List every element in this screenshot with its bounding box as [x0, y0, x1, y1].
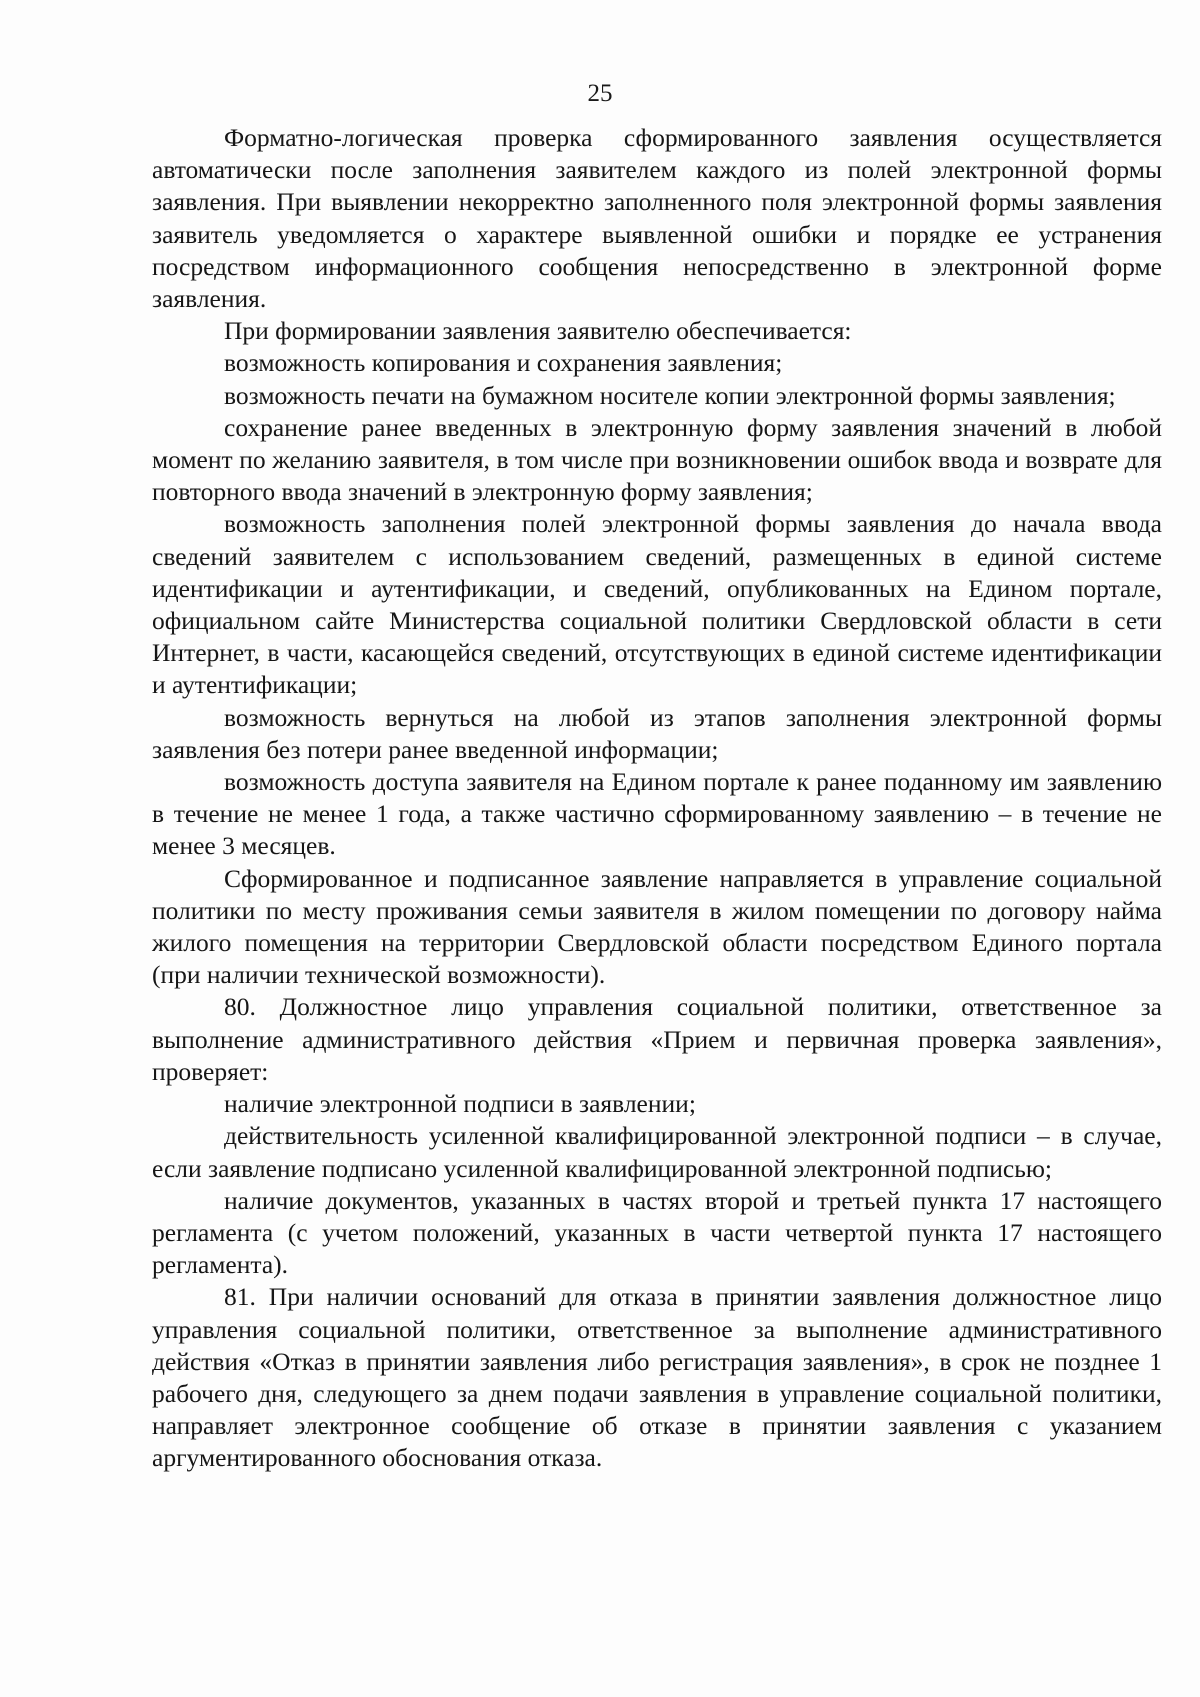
- paragraph: 80. Должностное лицо управления социальной политики, ответственное за выполнение административного действия «Прием и первичная проверка заявления», проверяет:: [152, 992, 1162, 1086]
- paragraph: действительность усиленной квалифицированной электронной подписи – в случае, если заявление подписано усиленной квалифицированной электронной подписью;: [152, 1121, 1162, 1183]
- paragraph: Сформированное и подписанное заявление направляется в управление социальной политики по месту проживания семьи заявителя в жилом помещении по договору найма жилого помещения на территории Свердловской области посредством Единого портала (при наличии технической возможности).: [152, 863, 1162, 990]
- document-body: [152, 122, 1162, 1475]
- paragraph: Форматно-логическая проверка сформированного заявления осуществляется автоматически после заполнения заявителем каждого из полей электронной формы заявления. При выявлении некорректно заполненного поля электронной формы заявления заявитель уведомляется о характере выявленной ошибки и порядке ее устранения посредством информационного сообщения непосредственно в электронной форме заявления.: [152, 123, 1162, 314]
- paragraph: возможность копирования и сохранения заявления;: [224, 348, 783, 378]
- paragraph: наличие документов, указанных в частях второй и третьей пункта 17 настоящего регламента (с учетом положений, указанных в части четвертой пункта 17 настоящего регламента).: [152, 1185, 1162, 1280]
- page-number: 25: [587, 80, 613, 107]
- paragraph: возможность доступа заявителя на Едином портале к ранее поданному им заявлению в течение не менее 1 года, а также частично сформированному заявлению – в течение не менее 3 месяцев.: [152, 767, 1162, 861]
- paragraph: возможность печати на бумажном носителе копии электронной формы заявления;: [224, 380, 1116, 410]
- paragraph: возможность заполнения полей электронной формы заявления до начала ввода сведений заявителем с использованием сведений, размещенных в единой системе идентификации и аутентификации, и сведений, опубликованных на Едином портале, официальном сайте Министерства социальной политики Свердловской области в сети Интернет, в части, касающейся сведений, отсутствующих в единой системе идентификации и аутентификации;: [152, 509, 1162, 700]
- paragraph: наличие электронной подписи в заявлении;: [224, 1089, 696, 1119]
- paragraph: возможность вернуться на любой из этапов заполнения электронной формы заявления без потери ранее введенной информации;: [152, 702, 1162, 764]
- paragraph: При формировании заявления заявителю обеспечивается:: [224, 316, 852, 346]
- paragraph: сохранение ранее введенных в электронную форму заявления значений в любой момент по желанию заявителя, в том числе при возникновении ошибок ввода и возврате для повторного ввода значений в электронную форму заявления;: [152, 412, 1162, 507]
- paragraph: 81. При наличии оснований для отказа в принятии заявления должностное лицо управления социальной политики, ответственное за выполнение административного действия «Отказ в принятии заявления либо регистрация заявления», в срок не позднее 1 рабочего дня, следующего за днем подачи заявления в управление социальной политики, направляет электронное сообщение об отказе в принятии заявления с указанием аргументированного обоснования отказа.: [152, 1282, 1162, 1473]
